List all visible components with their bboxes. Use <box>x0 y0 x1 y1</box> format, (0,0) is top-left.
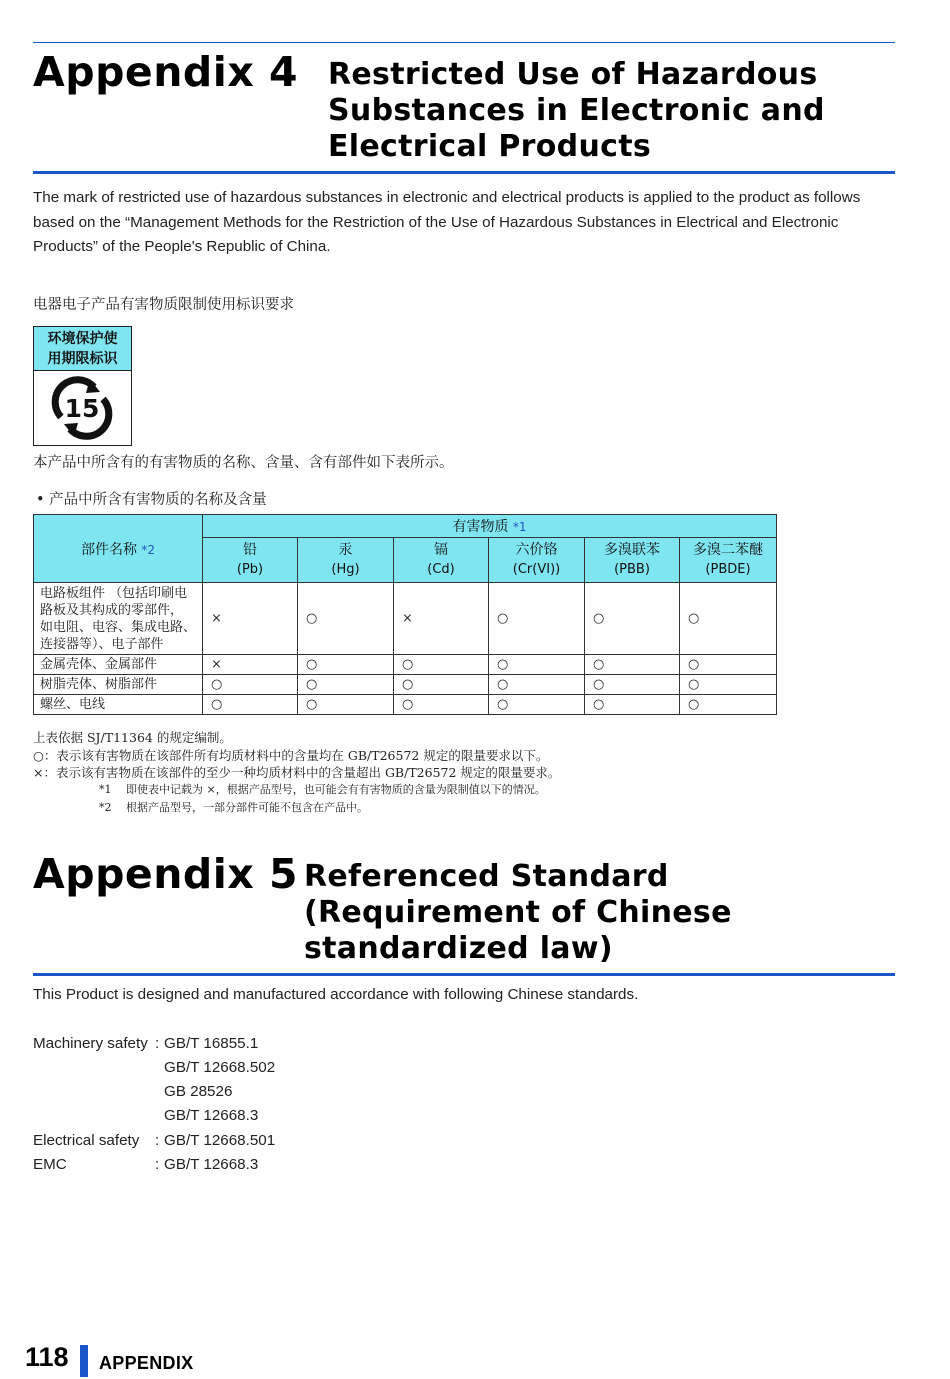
substance-symbol: (Pb) <box>236 562 264 577</box>
hazardous-substance-table <box>33 514 777 715</box>
column-header <box>203 538 298 583</box>
part-name-header <box>34 515 203 583</box>
value-cell: ○ <box>585 583 680 655</box>
part-cell <box>34 583 203 655</box>
column-header <box>394 538 489 583</box>
table-footnotes <box>99 781 546 817</box>
part-cell <box>34 675 203 695</box>
value-cell: ○ <box>203 675 298 695</box>
section-rule <box>33 973 895 976</box>
footnote <box>99 799 546 817</box>
note-line: ○：表示该有害物质在该部件所有均质材料中的含量均在 GB/T26572 规定的限量要求以下。 <box>33 747 549 763</box>
column-header <box>489 538 585 583</box>
title-line: Electrical Products <box>328 129 651 164</box>
appendix-5-number: Appendix 5 <box>33 850 299 898</box>
standard-value: GB/T 12668.3 <box>164 1156 259 1173</box>
table-row <box>34 655 777 675</box>
epup-number: 15 <box>64 394 100 423</box>
standard-value: GB 28526 <box>164 1083 233 1100</box>
standard-value: GB/T 16855.1 <box>164 1035 259 1052</box>
footnote <box>99 781 546 799</box>
standard-value: GB/T 12668.3 <box>164 1107 259 1124</box>
table-intro: 本产品中所含有的有害物质的名称、含量、含有部件如下表所示。 <box>33 455 454 471</box>
value-cell: ○ <box>585 655 680 675</box>
intro-line: The mark of restricted use of hazardous substances in electronic and electrical products is applied to the product as follows <box>33 189 861 206</box>
substance-symbol: (Cd) <box>427 562 455 577</box>
standard-label: Machinery safety <box>33 1035 148 1052</box>
epup-label <box>33 326 132 446</box>
substance-header-mark: *1 <box>512 520 527 534</box>
value-cell: ○ <box>680 695 777 715</box>
part-line: 螺丝、电线 <box>40 697 106 712</box>
substance-header-text: 有害物质 <box>452 519 509 535</box>
intro-line: Products” of the People's Republic of China. <box>33 238 331 255</box>
part-line: 连接器等）、电子部件 <box>40 636 164 652</box>
part-line: 金属壳体、金属部件 <box>40 657 158 672</box>
value-cell: ○ <box>298 655 394 675</box>
part-cell <box>34 655 203 675</box>
value-cell: ○ <box>489 655 585 675</box>
label-line: 用期限标识 <box>47 351 118 367</box>
part-cell <box>34 695 203 715</box>
note-line: 上表依据 SJ/T11364 的规定编制。 <box>33 730 232 745</box>
value-cell: ○ <box>489 583 585 655</box>
note-line: ×：表示该有害物质在该部件的至少一种均质材料中的含量超出 GB/T26572 规定的限量要求。 <box>33 765 561 780</box>
footnote-text: 即使表中记载为 ×，根据产品型号，也可能会有有害物质的含量为限制值以下的情况。 <box>126 783 546 796</box>
table-row <box>34 675 777 695</box>
value-cell: ○ <box>489 675 585 695</box>
epup-label-caption <box>34 327 131 371</box>
table-row <box>34 583 777 655</box>
table-bullet: • 产品中所含有害物质的名称及含量 <box>36 492 267 508</box>
standard-row <box>33 1035 258 1052</box>
table-row <box>34 695 777 715</box>
appendix-5-title <box>304 859 732 967</box>
value-cell: ○ <box>394 655 489 675</box>
substance-header <box>203 515 777 538</box>
label-line: 环境保护使 <box>47 331 118 347</box>
column-header <box>298 538 394 583</box>
standard-label: EMC <box>33 1156 67 1173</box>
appendix-5-intro: This Product is designed and manufactured accordance with following Chinese standards. <box>33 986 639 1003</box>
standard-value: GB/T 12668.502 <box>164 1059 276 1076</box>
standard-row <box>33 1132 275 1149</box>
substance-symbol: (PBB) <box>614 562 650 577</box>
value-cell: × <box>394 583 489 655</box>
title-line: Referenced Standard <box>304 859 669 894</box>
page-number: 118 <box>25 1342 69 1372</box>
appendix-4-number: Appendix 4 <box>33 48 299 96</box>
substance-name: 六价铬 <box>515 542 558 558</box>
standard-label: Electrical safety <box>33 1132 140 1149</box>
substance-name: 镉 <box>434 542 448 558</box>
value-cell: ○ <box>585 695 680 715</box>
substance-symbol: (Hg) <box>331 562 360 577</box>
part-line: 路板及其构成的零部件， <box>40 602 184 618</box>
footer-accent-bar <box>80 1345 88 1377</box>
part-line: 如电阻、电容、集成电路、 <box>40 619 197 635</box>
column-header <box>585 538 680 583</box>
substance-name: 多溴联苯 <box>604 542 660 558</box>
part-line: 树脂壳体、树脂部件 <box>40 677 158 692</box>
column-header <box>680 538 777 583</box>
recycle-15-icon <box>34 371 130 445</box>
part-header-mark: *2 <box>141 542 156 557</box>
standard-value: GB/T 12668.501 <box>164 1132 276 1149</box>
intro-line: based on the “Management Methods for the Restriction of the Use of Hazardous Substances in Electrical and Electronic <box>33 213 839 231</box>
title-line: Restricted Use of Hazardous <box>328 57 818 92</box>
value-cell: ○ <box>298 695 394 715</box>
value-cell: ○ <box>298 583 394 655</box>
title-line: (Requirement of Chinese <box>304 895 732 930</box>
appendix-4-title <box>328 57 825 165</box>
value-cell: × <box>203 655 298 675</box>
substance-name: 多溴二苯醚 <box>693 542 763 558</box>
part-line: 电路板组件 （包括印刷电 <box>40 585 188 601</box>
value-cell: ○ <box>585 675 680 695</box>
standard-row <box>33 1156 258 1173</box>
substance-name: 汞 <box>338 542 353 558</box>
substance-name: 铅 <box>243 542 257 558</box>
standard-row <box>33 1083 232 1100</box>
value-cell: ○ <box>298 675 394 695</box>
footer-section-label: APPENDIX <box>99 1353 194 1373</box>
value-cell: ○ <box>394 695 489 715</box>
value-cell: ○ <box>680 675 777 695</box>
footnote-mark: *2 <box>99 801 112 814</box>
appendix-4-intro <box>33 186 903 260</box>
epup-logo-area <box>34 371 131 445</box>
substance-symbol: (Cr(VI)) <box>512 562 561 577</box>
value-cell: ○ <box>203 695 298 715</box>
standard-row <box>33 1107 258 1124</box>
standard-sep: : <box>155 1132 160 1149</box>
standard-sep: : <box>155 1035 160 1052</box>
value-cell: × <box>203 583 298 655</box>
footnote-text: 根据产品型号，一部分部件可能不包含在产品中。 <box>126 801 368 814</box>
value-cell: ○ <box>680 583 777 655</box>
value-cell: ○ <box>489 695 585 715</box>
title-line: Substances in Electronic and <box>328 93 825 128</box>
standard-sep: : <box>155 1156 160 1173</box>
footnote-mark: *1 <box>99 783 112 796</box>
top-rule <box>33 42 895 43</box>
value-cell: ○ <box>394 675 489 695</box>
part-header-text: 部件名称 <box>80 541 137 558</box>
title-line: standardized law) <box>304 931 613 966</box>
value-cell: ○ <box>680 655 777 675</box>
substance-symbol: (PBDE) <box>705 562 751 577</box>
table-notes <box>33 729 560 782</box>
mark-heading: 电器电子产品有害物质限制使用标识要求 <box>33 297 294 313</box>
section-rule <box>33 171 895 174</box>
standard-row <box>33 1059 275 1076</box>
